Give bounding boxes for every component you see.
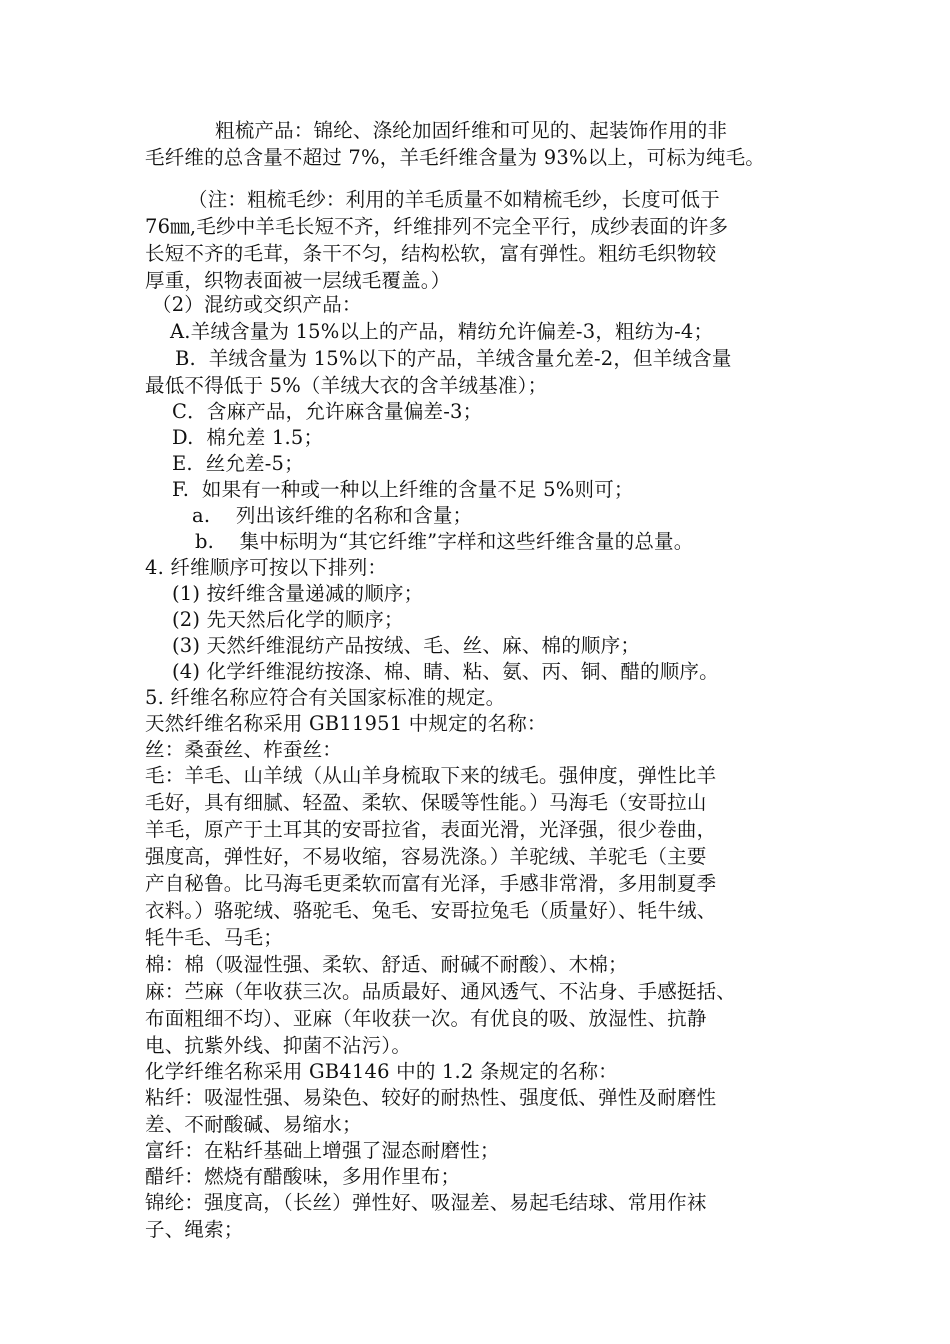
paragraph-line: 粗梳产品：锦纶、涤纶加固纤维和可见的、起装饰作用的非 bbox=[215, 119, 728, 142]
paragraph-line: 子、绳索； bbox=[145, 1218, 244, 1241]
paragraph-line: 产自秘鲁。比马海毛更柔软而富有光泽，手感非常滑，多用制夏季 bbox=[145, 872, 717, 895]
paragraph-line: 牦牛毛、马毛； bbox=[145, 926, 283, 949]
paragraph-line: 长短不齐的毛茸，条干不匀，结构松软，富有弹性。粗纺毛织物较 bbox=[145, 242, 717, 265]
paragraph-line: 天然纤维名称采用 GB11951 中规定的名称： bbox=[145, 712, 547, 735]
paragraph-line: 毛：羊毛、山羊绒（从山羊身梳取下来的绒毛。强伸度，弹性比羊 bbox=[145, 764, 717, 787]
section-heading: 5. 纤维名称应符合有关国家标准的规定。 bbox=[145, 686, 506, 709]
list-item: (4) 化学纤维混纺按涤、棉、睛、粘、氨、丙、铜、醋的顺序。 bbox=[172, 660, 719, 683]
list-item: (3) 天然纤维混纺产品按绒、毛、丝、麻、棉的顺序； bbox=[172, 634, 641, 657]
paragraph-line: 麻：苎麻（年收获三次。品质最好、通风透气、不沾身、手感挺括、 bbox=[145, 980, 737, 1003]
paragraph-line: 锦纶：强度高，（长丝）弹性好、吸湿差、易起毛结球、常用作袜 bbox=[145, 1191, 707, 1214]
paragraph-line: 羊毛，原产于土耳其的安哥拉省，表面光滑，光泽强，很少卷曲， bbox=[145, 818, 717, 841]
list-item: C．含麻产品，允许麻含量偏差-3； bbox=[172, 400, 483, 423]
paragraph-line: 76㎜,毛纱中羊毛长短不齐，纤维排列不完全平行，成纱表面的许多 bbox=[145, 215, 729, 238]
section-heading: （2）混纺或交织产品： bbox=[152, 293, 362, 316]
paragraph-line: 差、不耐酸碱、易缩水； bbox=[145, 1113, 362, 1136]
list-item: (1) 按纤维含量递减的顺序； bbox=[172, 582, 424, 605]
section-heading: 4. 纤维顺序可按以下排列： bbox=[145, 556, 388, 579]
list-item: D. 棉允差 1.5； bbox=[172, 426, 324, 449]
list-item: A.羊绒含量为 15%以上的产品，精纺允许偏差-3，粗纺为-4； bbox=[170, 320, 714, 343]
list-item: B. 羊绒含量为 15%以下的产品，羊绒含量允差-2，但羊绒含量 bbox=[175, 347, 732, 370]
paragraph-line: 富纤：在粘纤基础上增强了湿态耐磨性； bbox=[145, 1139, 500, 1162]
paragraph-line: 电、抗紫外线、抑菌不沾污）。 bbox=[145, 1034, 412, 1057]
paragraph-line: 粘纤：吸湿性强、易染色、较好的耐热性、强度低、弹性及耐磨性 bbox=[145, 1086, 717, 1109]
paragraph-line: 布面粗细不均）、亚麻（年收获一次。有优良的吸、放湿性、抗静 bbox=[145, 1007, 707, 1030]
paragraph-line: 厚重，织物表面被一层绒毛覆盖。） bbox=[145, 269, 451, 292]
paragraph-line: 强度高，弹性好，不易收缩，容易洗涤。）羊驼绒、羊驼毛（主要 bbox=[145, 845, 707, 868]
paragraph-line: 最低不得低于 5%（羊绒大衣的含羊绒基准）； bbox=[145, 374, 548, 397]
paragraph-line: 化学纤维名称采用 GB4146 中的 1.2 条规定的名称： bbox=[145, 1060, 618, 1083]
list-item: F. 如果有一种或一种以上纤维的含量不足 5%则可； bbox=[172, 478, 634, 501]
sub-list-item: b. 集中标明为“其它纤维”字样和这些纤维含量的总量。 bbox=[195, 530, 694, 553]
paragraph-line: 棉：棉（吸湿性强、柔软、舒适、耐碱不耐酸）、木棉； bbox=[145, 953, 628, 976]
sub-list-item: a. 列出该纤维的名称和含量； bbox=[192, 504, 473, 527]
paragraph-line: 毛好，具有细腻、轻盈、柔软、保暖等性能。）马海毛（安哥拉山 bbox=[145, 791, 707, 814]
paragraph-line: 丝：桑蚕丝、柞蚕丝： bbox=[145, 738, 343, 761]
list-item: E. 丝允差-5； bbox=[172, 452, 304, 475]
list-item: (2) 先天然后化学的顺序； bbox=[172, 608, 404, 631]
paragraph-line: （注：粗梳毛纱：利用的羊毛质量不如精梳毛纱，长度可低于 bbox=[188, 188, 720, 211]
paragraph-line: 毛纤维的总含量不超过 7%，羊毛纤维含量为 93%以上，可标为纯毛。 bbox=[145, 146, 765, 169]
paragraph-line: 衣料。）骆驼绒、骆驼毛、兔毛、安哥拉兔毛（质量好）、牦牛绒、 bbox=[145, 899, 717, 922]
paragraph-line: 醋纤：燃烧有醋酸味，多用作里布； bbox=[145, 1165, 461, 1188]
